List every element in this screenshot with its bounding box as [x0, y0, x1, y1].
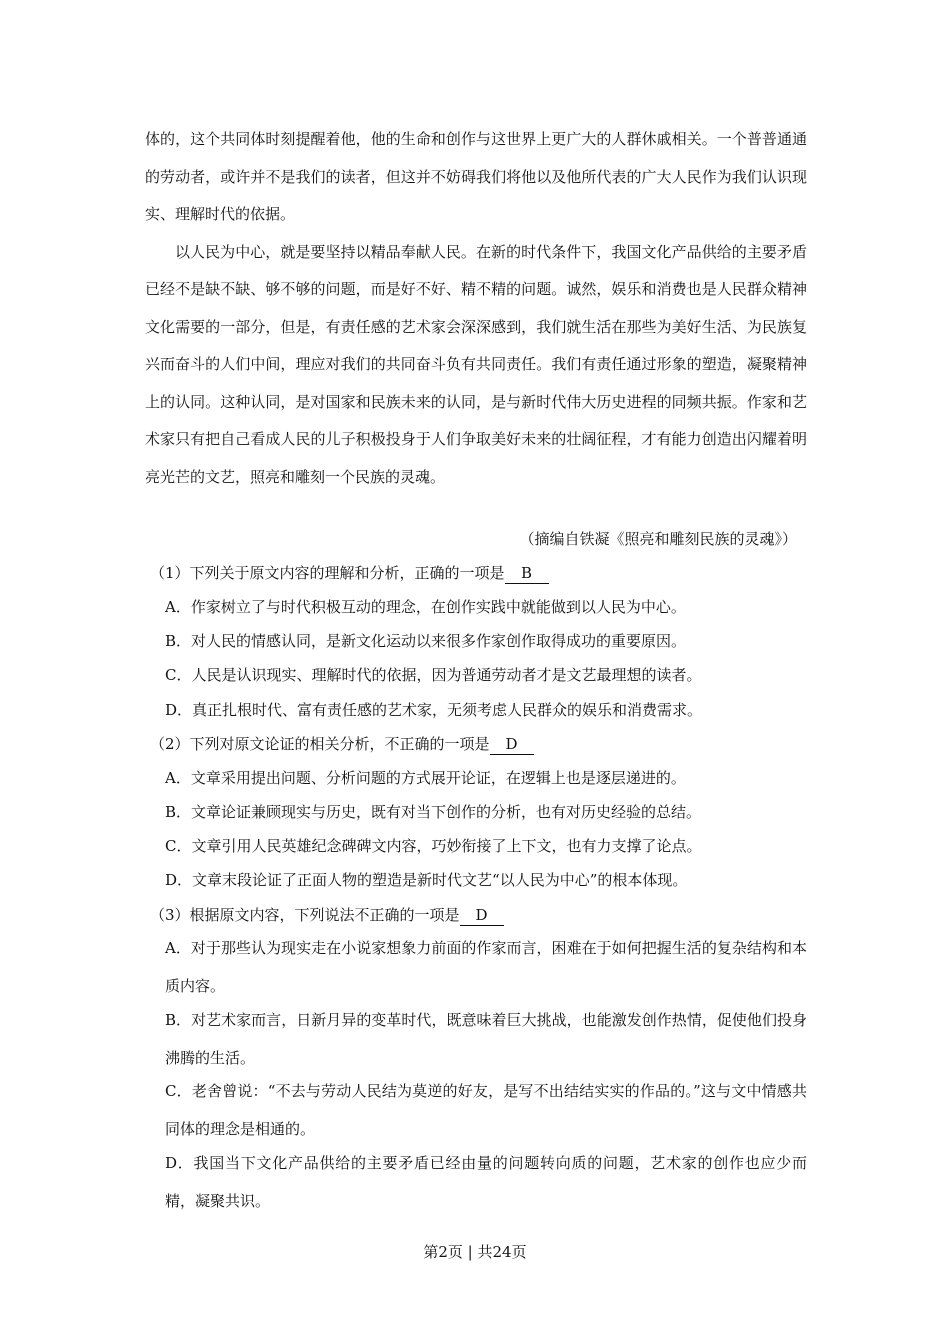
answer-blank: D: [490, 734, 534, 755]
question-3-option-b: B．对艺术家而言，日新月异的变革时代，既意味着巨大挑战，也能激发创作热情，促使他们投身沸腾的生活。: [165, 1011, 807, 1067]
answer-blank: D: [460, 905, 504, 926]
passage-source: （摘编自铁凝《照亮和雕刻民族的灵魂》）: [519, 530, 797, 548]
question-2-option-a: A．文章采用提出问题、分析问题的方式展开论证，在逻辑上也是逐层递进的。: [165, 769, 686, 787]
question-1-option-d: D．真正扎根时代、富有责任感的艺术家，无须考虑人民群众的娱乐和消费需求。: [165, 701, 703, 719]
question-stem-text: （1）下列关于原文内容的理解和分析，正确的一项是: [150, 564, 505, 582]
question-1-option-c: C．人民是认识现实、理解时代的依据，因为普通劳动者才是文艺最理想的读者。: [165, 666, 702, 684]
question-1-stem: [150, 558, 810, 588]
page-number-footer: 第2页 | 共24页: [423, 1243, 527, 1261]
question-3-stem: [150, 900, 810, 930]
question-3-option-c: C．老舍曾说：“不去与劳动人民结为莫逆的好友，是写不出结结实实的作品的。”这与文中情感共同体的理念是相通的。: [165, 1082, 807, 1138]
question-stem-text: （2）下列对原文论证的相关分析，不正确的一项是: [150, 735, 490, 753]
answer-blank: B: [505, 563, 549, 584]
question-3-option-a: A．对于那些认为现实走在小说家想象力前面的作家而言，困难在于如何把握生活的复杂结构和本质内容。: [165, 939, 807, 995]
question-1-option-b: B．对人民的情感认同，是新文化运动以来很多作家创作取得成功的重要原因。: [165, 632, 687, 650]
passage-paragraph-1: 体的，这个共同体时刻提醒着他，他的生命和创作与这世界上更广大的人群休戚相关。一个普普通通的劳动者，或许并不是我们的读者，但这并不妨碍我们将他以及他所代表的广大人民作为我们认识现实、理解时代的依据。: [145, 130, 807, 223]
passage-paragraph-2: 以人民为中心，就是要坚持以精品奉献人民。在新的时代条件下，我国文化产品供给的主要矛盾已经不是缺不缺、够不够的问题，而是好不好、精不精的问题。诚然，娱乐和消费也是人民群众精神文化需要的一部分，但是，有责任感的艺术家会深深感到，我们就生活在那些为美好生活、为民族复兴而奋斗的人们中间，理应对我们的共同奋斗负有共同责任。我们有责任通过形象的塑造，凝聚精神上的认同。这种认同，是对国家和民族未来的认同，是与新时代伟大历史进程的同频共振。作家和艺术家只有把自己看成人民的儿子积极投身于人们争取美好未来的壮阔征程，才有能力创造出闪耀着明亮光芒的文艺，照亮和雕刻一个民族的灵魂。: [145, 242, 807, 486]
question-1-option-a: A．作家树立了与时代积极互动的理念，在创作实践中就能做到以人民为中心。: [165, 598, 686, 616]
question-2-option-d: D．文章末段论证了正面人物的塑造是新时代文艺“以人民为中心”的根本体现。: [165, 871, 688, 889]
question-2-option-c: C．文章引用人民英雄纪念碑碑文内容，巧妙衔接了上下文，也有力支撑了论点。: [165, 837, 702, 855]
question-2-option-b: B．文章论证兼顾现实与历史，既有对当下创作的分析，也有对历史经验的总结。: [165, 803, 702, 821]
passage-text: [145, 121, 807, 496]
question-stem-text: （3）根据原文内容，下列说法不正确的一项是: [150, 906, 460, 924]
question-3-option-d: D．我国当下文化产品供给的主要矛盾已经由量的问题转向质的问题，艺术家的创作也应少而精，凝聚共识。: [165, 1154, 807, 1210]
question-2-stem: [150, 729, 810, 759]
